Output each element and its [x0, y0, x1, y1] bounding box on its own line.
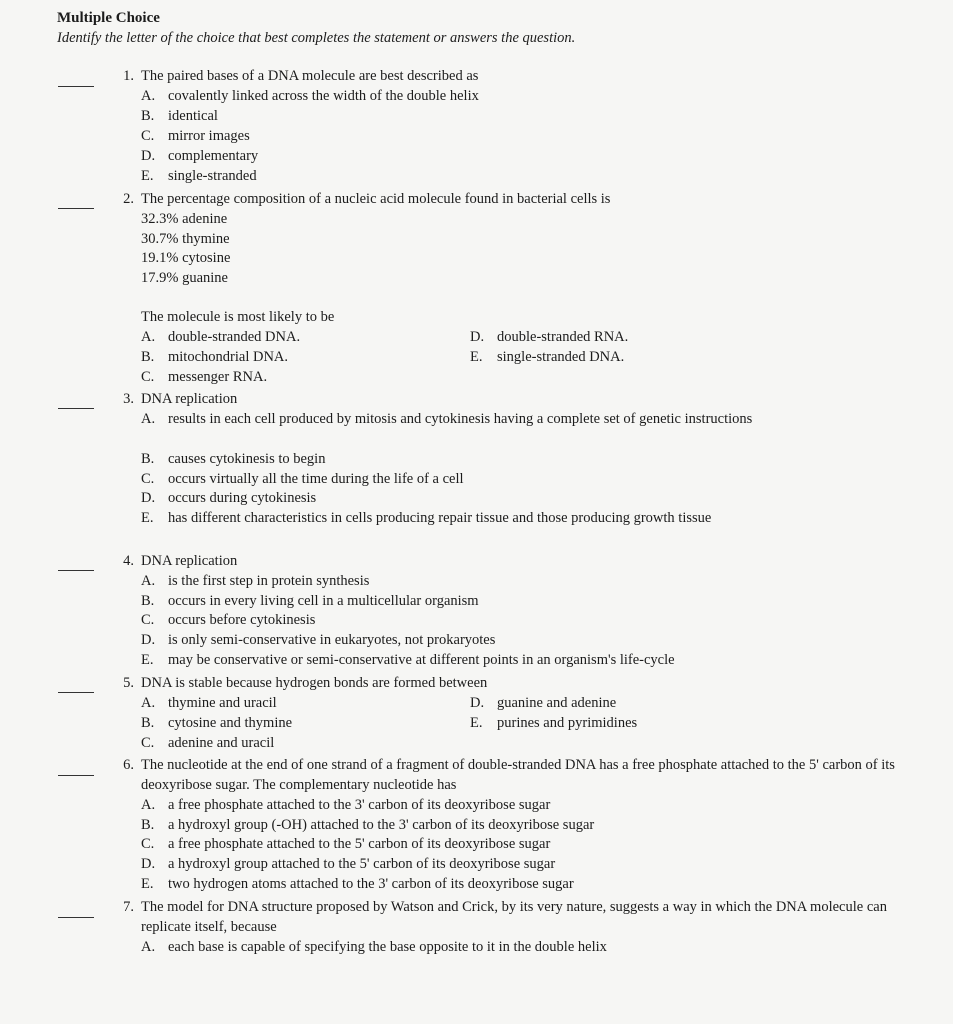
question-stem: The model for DNA structure proposed by Watson and Crick, by its very nature, suggests a way in which the DNA molecule can replicate itself, because [141, 899, 887, 935]
option-q5-a: A. thymine and uracil [141, 695, 277, 711]
option-q5-d: D. guanine and adenine [470, 695, 617, 711]
answer-blank-q4[interactable] [58, 570, 94, 571]
question-stem: DNA is stable because hydrogen bonds are formed between [141, 675, 488, 691]
answer-blank-q5[interactable] [58, 692, 94, 693]
option-q4-d: D. is only semi-conservative in eukaryotes, not prokaryotes [141, 632, 496, 648]
composition-line: 17.9% guanine [141, 270, 228, 286]
option-q2-b: B. mitochondrial DNA. [141, 349, 289, 365]
option-q2-a: A. double-stranded DNA. [141, 329, 301, 345]
question-lead: The molecule is most likely to be [141, 309, 335, 325]
option-q2-e: E. single-stranded DNA. [470, 349, 625, 365]
question-number: 4. [123, 553, 134, 569]
option-q3-b: B. causes cytokinesis to begin [141, 451, 326, 467]
composition-line: 30.7% thymine [141, 231, 230, 247]
question-stem: The nucleotide at the end of one strand of a fragment of double-stranded DNA has a free phosphate attached to the 5' carbon of its deoxyribose sugar. The complementary nucleotide has [141, 757, 895, 793]
option-q6-b: B. a hydroxyl group (-OH) attached to the 3' carbon of its deoxyribose sugar [141, 817, 595, 833]
option-q6-a: A. a free phosphate attached to the 3' carbon of its deoxyribose sugar [141, 797, 551, 813]
question-stem: DNA replication [141, 553, 238, 569]
option-q1-a: A. covalently linked across the width of the double helix [141, 88, 479, 104]
option-q2-d: D. double-stranded RNA. [470, 329, 629, 345]
answer-blank-q1[interactable] [58, 86, 94, 87]
option-q4-a: A. is the first step in protein synthesis [141, 573, 370, 589]
option-q6-d: D. a hydroxyl group attached to the 5' carbon of its deoxyribose sugar [141, 856, 556, 872]
option-q1-b: B. identical [141, 108, 218, 124]
option-q1-d: D. complementary [141, 148, 259, 164]
option-q4-c: C. occurs before cytokinesis [141, 612, 316, 628]
option-q6-e: E. two hydrogen atoms attached to the 3' carbon of its deoxyribose sugar [141, 876, 574, 892]
question-number: 5. [123, 675, 134, 691]
answer-blank-q2[interactable] [58, 208, 94, 209]
answer-blank-q6[interactable] [58, 775, 94, 776]
question-number: 6. [123, 757, 134, 773]
option-q3-d: D. occurs during cytokinesis [141, 490, 317, 506]
option-q5-c: C. adenine and uracil [141, 735, 275, 751]
option-q5-e: E. purines and pyrimidines [470, 715, 638, 731]
section-title: Multiple Choice [57, 10, 160, 26]
answer-blank-q3[interactable] [58, 408, 94, 409]
question-number: 1. [123, 68, 134, 84]
question-number: 3. [123, 391, 134, 407]
option-q3-e: E. has different characteristics in cells producing repair tissue and those producing growth tissue [141, 510, 712, 526]
composition-line: 19.1% cytosine [141, 250, 231, 266]
option-q1-e: E. single-stranded [141, 168, 257, 184]
option-q2-c: C. messenger RNA. [141, 369, 268, 385]
section-instructions: Identify the letter of the choice that best completes the statement or answers the question. [57, 30, 576, 46]
option-q4-e: E. may be conservative or semi-conservative at different points in an organism's life-cycle [141, 652, 675, 668]
question-stem: The paired bases of a DNA molecule are best described as [141, 68, 479, 84]
option-q5-b: B. cytosine and thymine [141, 715, 293, 731]
option-q7-a: A. each base is capable of specifying the base opposite to it in the double helix [141, 939, 607, 955]
option-q3-c: C. occurs virtually all the time during the life of a cell [141, 471, 464, 487]
answer-blank-q7[interactable] [58, 917, 94, 918]
option-q6-c: C. a free phosphate attached to the 5' carbon of its deoxyribose sugar [141, 836, 551, 852]
option-q1-c: C. mirror images [141, 128, 250, 144]
composition-line: 32.3% adenine [141, 211, 228, 227]
question-number: 2. [123, 191, 134, 207]
option-q4-b: B. occurs in every living cell in a multicellular organism [141, 593, 479, 609]
option-q3-a: A. results in each cell produced by mitosis and cytokinesis having a complete set of genetic instructions [141, 411, 753, 427]
question-stem: The percentage composition of a nucleic acid molecule found in bacterial cells is [141, 191, 611, 207]
question-stem: DNA replication [141, 391, 238, 407]
question-number: 7. [123, 899, 134, 915]
